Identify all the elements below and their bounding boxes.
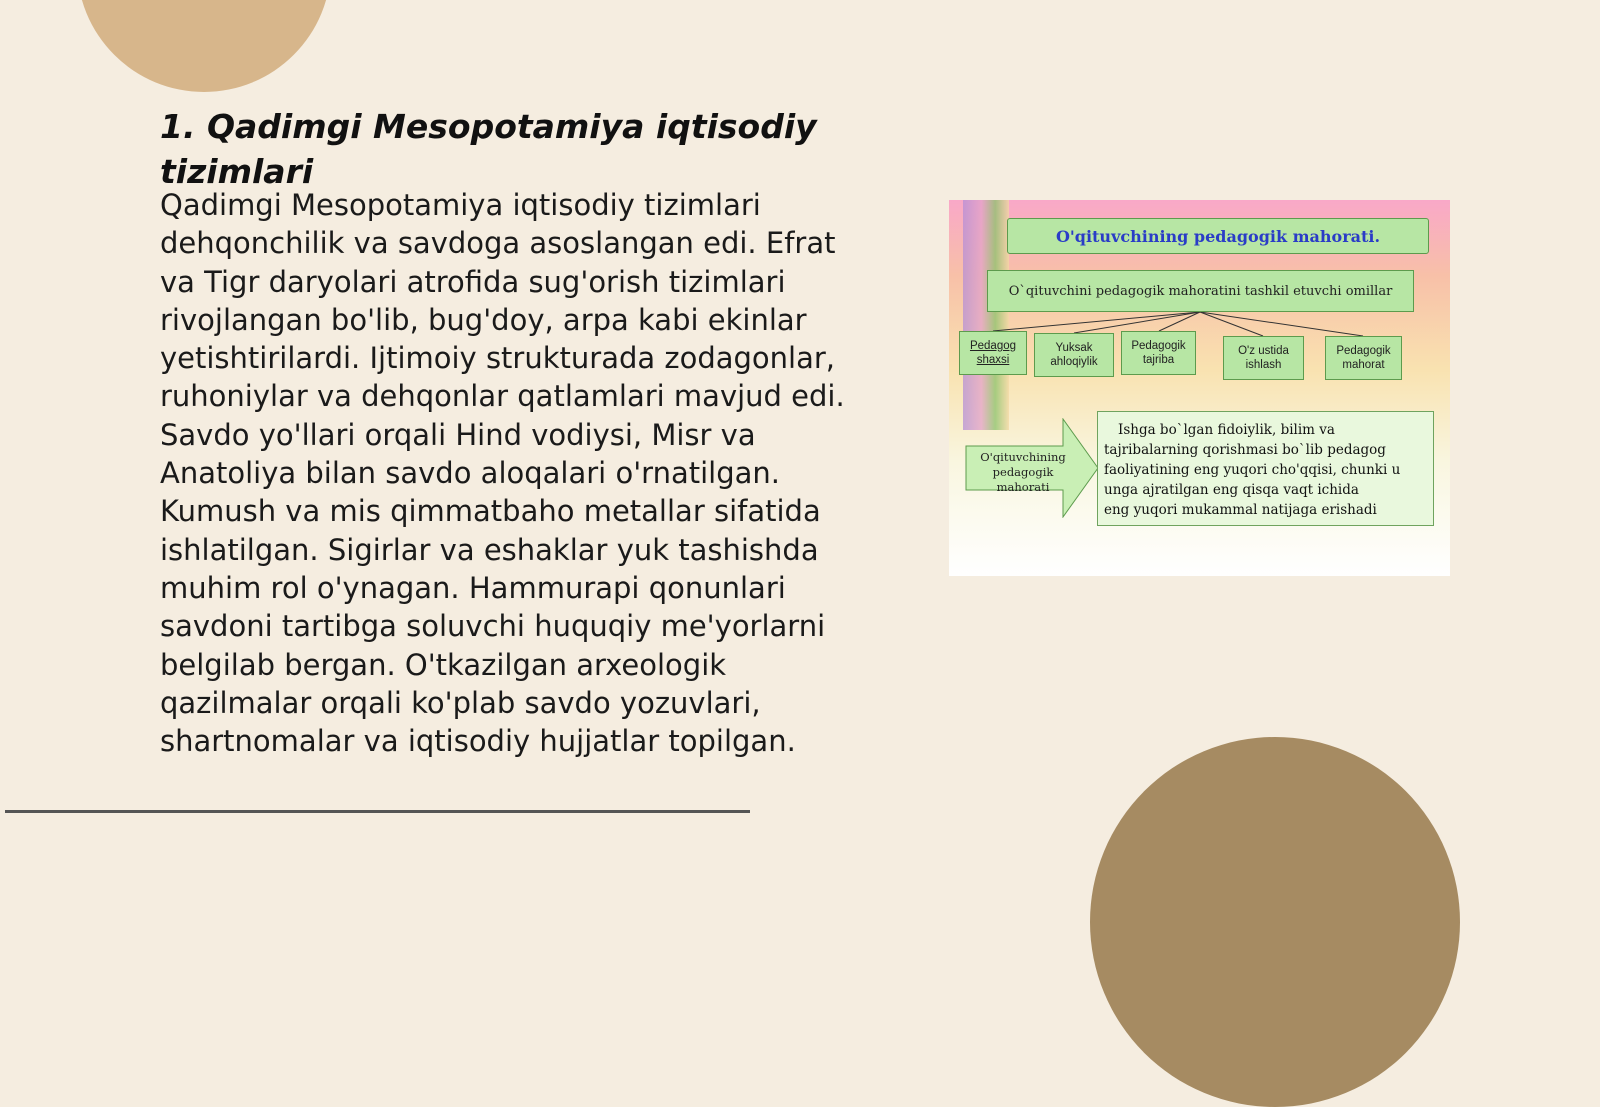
diagram-title: O'qituvchining pedagogik mahorati. bbox=[1055, 226, 1381, 246]
diagram-item-line: O'z ustida bbox=[1238, 345, 1289, 357]
diagram-item-line: Pedagog bbox=[969, 340, 1017, 352]
diagram-item-line: ishlash bbox=[1245, 359, 1282, 371]
diagram-arrow-label-line: pedagogik mahorati bbox=[992, 465, 1054, 494]
diagram-description-line: eng yuqori mukammal natijaga erishadi bbox=[1104, 502, 1377, 518]
diagram-title-box bbox=[1007, 218, 1429, 254]
diagram-subtitle: O`qituvchini pedagogik mahoratini tashkil etuvchi omillar bbox=[1008, 283, 1393, 299]
diagram-item-pedagogik-tajriba bbox=[1121, 331, 1196, 375]
diagram-item-pedagog-shaxsi bbox=[959, 331, 1027, 375]
diagram-image bbox=[949, 200, 1450, 576]
diagram-item-pedagogik-mahorat bbox=[1325, 336, 1402, 380]
diagram-description-box bbox=[1097, 411, 1434, 526]
diagram-description-line: unga ajratilgan eng qisqa vaqt ichida bbox=[1104, 482, 1359, 498]
diagram-description-line: Ishga bo`lgan fidoiylik, bilim va bbox=[1118, 422, 1335, 438]
diagram-arrow-label bbox=[967, 450, 1079, 495]
diagram-item-line: shaxsi bbox=[976, 354, 1010, 366]
diagram-subtitle-box bbox=[987, 270, 1414, 312]
slide-body-text: Qadimgi Mesopotamiya iqtisodiy tizimlari dehqonchilik va savdoga asoslangan edi. Efrat va Tigr daryolari atrofida sug'orish tizimlari rivojlangan bo'lib, bug'doy, arpa kabi ekinlar yetishtirilardi. Ijtimoiy strukturada zodagonlar, ruhoniylar va dehqonlar qatlamlari mavjud edi. Savdo yo'llari orqali Hind vodiysi, Misr va Anatoliya bilan savdo aloqalari o'rnatilgan. Kumush va mis qimmatbaho metallar sifatida ishlatilgan. Sigirlar va eshaklar yuk tashishda muhim rol o'ynagan. Hammurapi qonunlari savdoni tartibga soluvchi huquqiy me'yorlarni belgilab bergan. O'tkazilgan arxeologik qazilmalar orqali ko'plab savdo yozuvlari, shartnomalar va iqtisodiy hujjatlar topilgan. bbox=[160, 188, 845, 759]
diagram-item-line: Yuksak bbox=[1055, 342, 1093, 354]
decorative-circle-bottom bbox=[1090, 737, 1460, 1107]
diagram-item-line: Pedagogik bbox=[1336, 345, 1391, 357]
diagram-description-line: tajribalarning qorishmasi bo`lib pedagog bbox=[1104, 442, 1386, 458]
diagram-item-oz-ustida-ishlash bbox=[1223, 336, 1304, 380]
diagram-item-line: tajriba bbox=[1142, 354, 1175, 366]
decorative-circle-top bbox=[77, 0, 331, 92]
diagram-arrow-label-line: O'qituvchining bbox=[980, 450, 1066, 464]
slide-title: 1. Qadimgi Mesopotamiya iqtisodiy tizimlari bbox=[160, 107, 817, 191]
diagram-item-yuksak-ahloqiylik bbox=[1034, 333, 1114, 377]
diagram-item-line: Pedagogik bbox=[1131, 340, 1186, 352]
diagram-description-line: faoliyatining eng yuqori cho'qqisi, chunki u bbox=[1104, 462, 1401, 478]
diagram-item-line: ahloqiylik bbox=[1050, 356, 1098, 368]
divider-line bbox=[5, 810, 750, 813]
diagram-item-line: mahorat bbox=[1342, 359, 1385, 371]
